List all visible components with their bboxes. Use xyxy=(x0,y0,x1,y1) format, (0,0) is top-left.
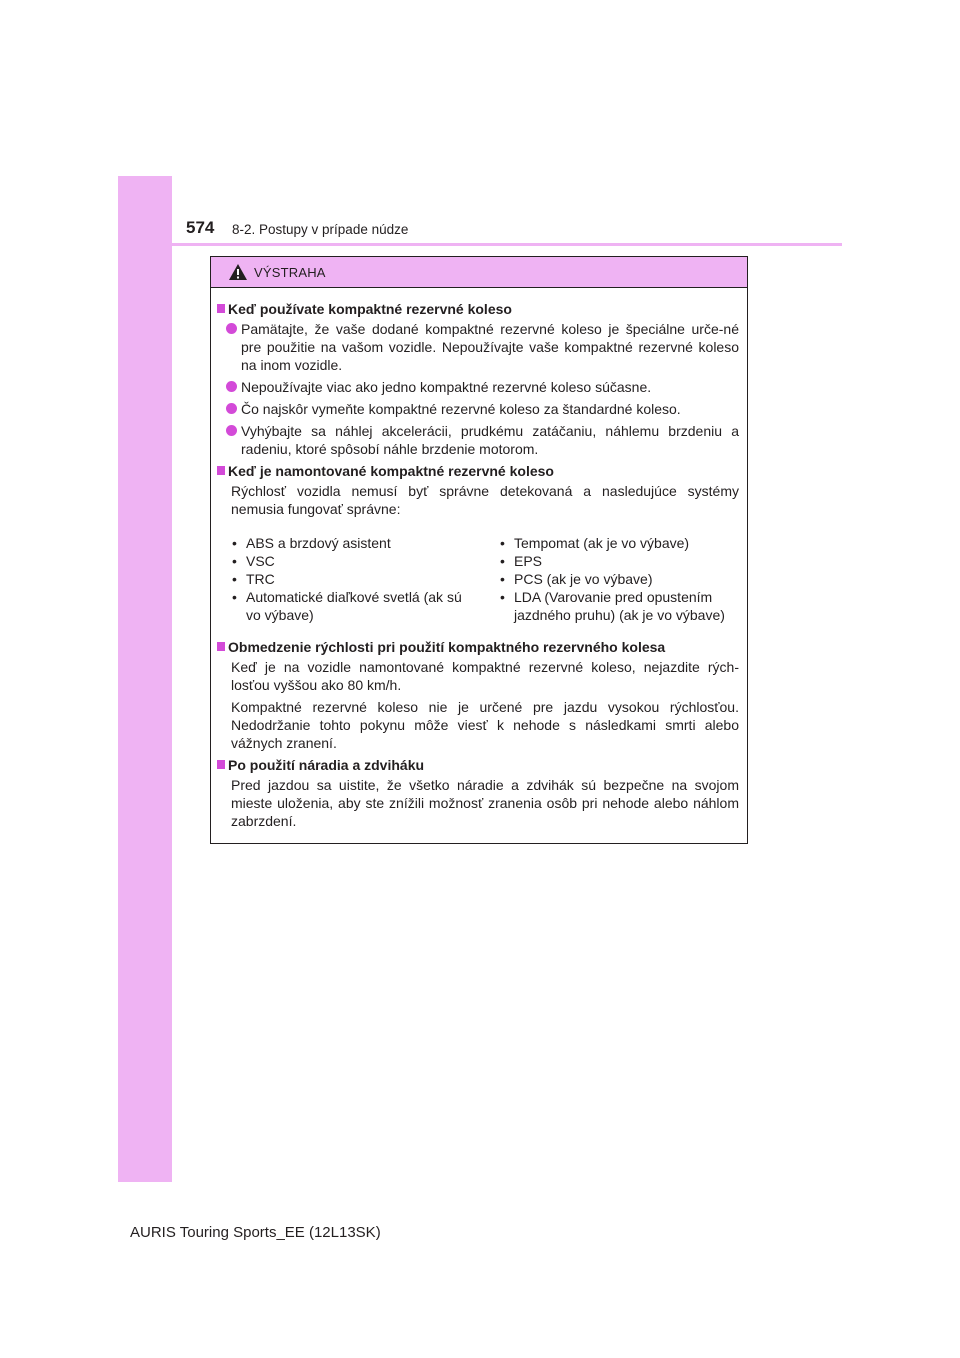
warning-body xyxy=(211,288,747,830)
list-item: • VSC xyxy=(232,553,275,569)
system-list-left xyxy=(231,534,471,624)
square-bullet-icon xyxy=(217,760,225,769)
list-item: • EPS xyxy=(500,553,543,569)
footer-model: AURIS Touring Sports_EE (12L13SK) xyxy=(130,1224,381,1241)
section-heading: Keď používate kompaktné rezervné koleso xyxy=(217,300,739,318)
side-color-band xyxy=(118,176,172,1182)
system-list xyxy=(217,534,739,624)
circle-bullet-icon xyxy=(226,323,237,334)
section-heading: Po použití náradia a zdviháku xyxy=(217,756,739,774)
paragraph: Pred jazdou sa uistite, že všetko náradie a zdvihák sú bezpečne na svojom mieste uloženia, aby ste znížili možnosť zranenia osôb pri nehode alebo náhlom zabrzdení. xyxy=(231,777,739,829)
warning-header xyxy=(211,257,747,288)
circle-bullet-icon xyxy=(226,381,237,392)
list-item: • PCS (ak je vo výbave) xyxy=(500,571,653,587)
list-item: • TRC xyxy=(232,571,275,587)
list-item: • ABS a brzdový asistent xyxy=(232,535,391,551)
warning-box xyxy=(210,256,748,844)
section-title: 8-2. Postupy v prípade núdze xyxy=(232,222,409,237)
circle-bullet-icon xyxy=(226,403,237,414)
system-list-right xyxy=(471,534,739,624)
bullet-item: Vyhýbajte sa náhlej akcelerácii, prudkému zatáčaniu, náhlemu brzdeniu a radeniu, ktoré spôsobí náhle brzdenie motorom. xyxy=(217,422,739,458)
bullet-item: Čo najskôr vymeňte kompaktné rezervné koleso za štandardné koleso. xyxy=(217,400,739,418)
section-heading: Keď je namontované kompaktné rezervné koleso xyxy=(217,462,739,480)
paragraph: Kompaktné rezervné koleso nie je určené pre jazdu vysokou rýchlosťou. Nedodržanie tohto pokynu môže viesť k nehode s následkami smrti alebo vážnych zranení. xyxy=(231,699,739,751)
square-bullet-icon xyxy=(217,642,225,651)
list-item: • Tempomat (ak je vo výbave) xyxy=(500,535,690,551)
page-number: 574 xyxy=(186,218,215,237)
circle-bullet-icon xyxy=(226,425,237,436)
warning-title: VÝSTRAHA xyxy=(254,265,326,280)
paragraph: Keď je na vozidle namontované kompaktné rezervné koleso, nejazdite rých-losťou vyššou ako 80 km/h. xyxy=(231,659,739,693)
list-item: • Automatické diaľkové svetlá (ak sú vo výbave) xyxy=(232,589,462,623)
list-item: • LDA (Varovanie pred opustením jazdného pruhu) (ak je vo výbave) xyxy=(500,589,725,623)
header-divider xyxy=(172,243,842,246)
bullet-item: Pamätajte, že vaše dodané kompaktné rezervné koleso je špeciálne urče-né pre použitie na vašom vozidle. Nepoužívajte vaše kompaktné rezervné koleso na inom vozidle. xyxy=(217,320,739,374)
bullet-item: Nepoužívajte viac ako jedno kompaktné rezervné koleso súčasne. xyxy=(217,378,739,396)
warning-triangle-icon xyxy=(228,263,248,281)
square-bullet-icon xyxy=(217,466,225,475)
square-bullet-icon xyxy=(217,304,225,313)
section-heading: Obmedzenie rýchlosti pri použití kompaktného rezervného kolesa xyxy=(217,638,739,656)
paragraph: Rýchlosť vozidla nemusí byť správne detekovaná a nasledujúce systémy nemusia fungovať správne: xyxy=(231,483,739,517)
